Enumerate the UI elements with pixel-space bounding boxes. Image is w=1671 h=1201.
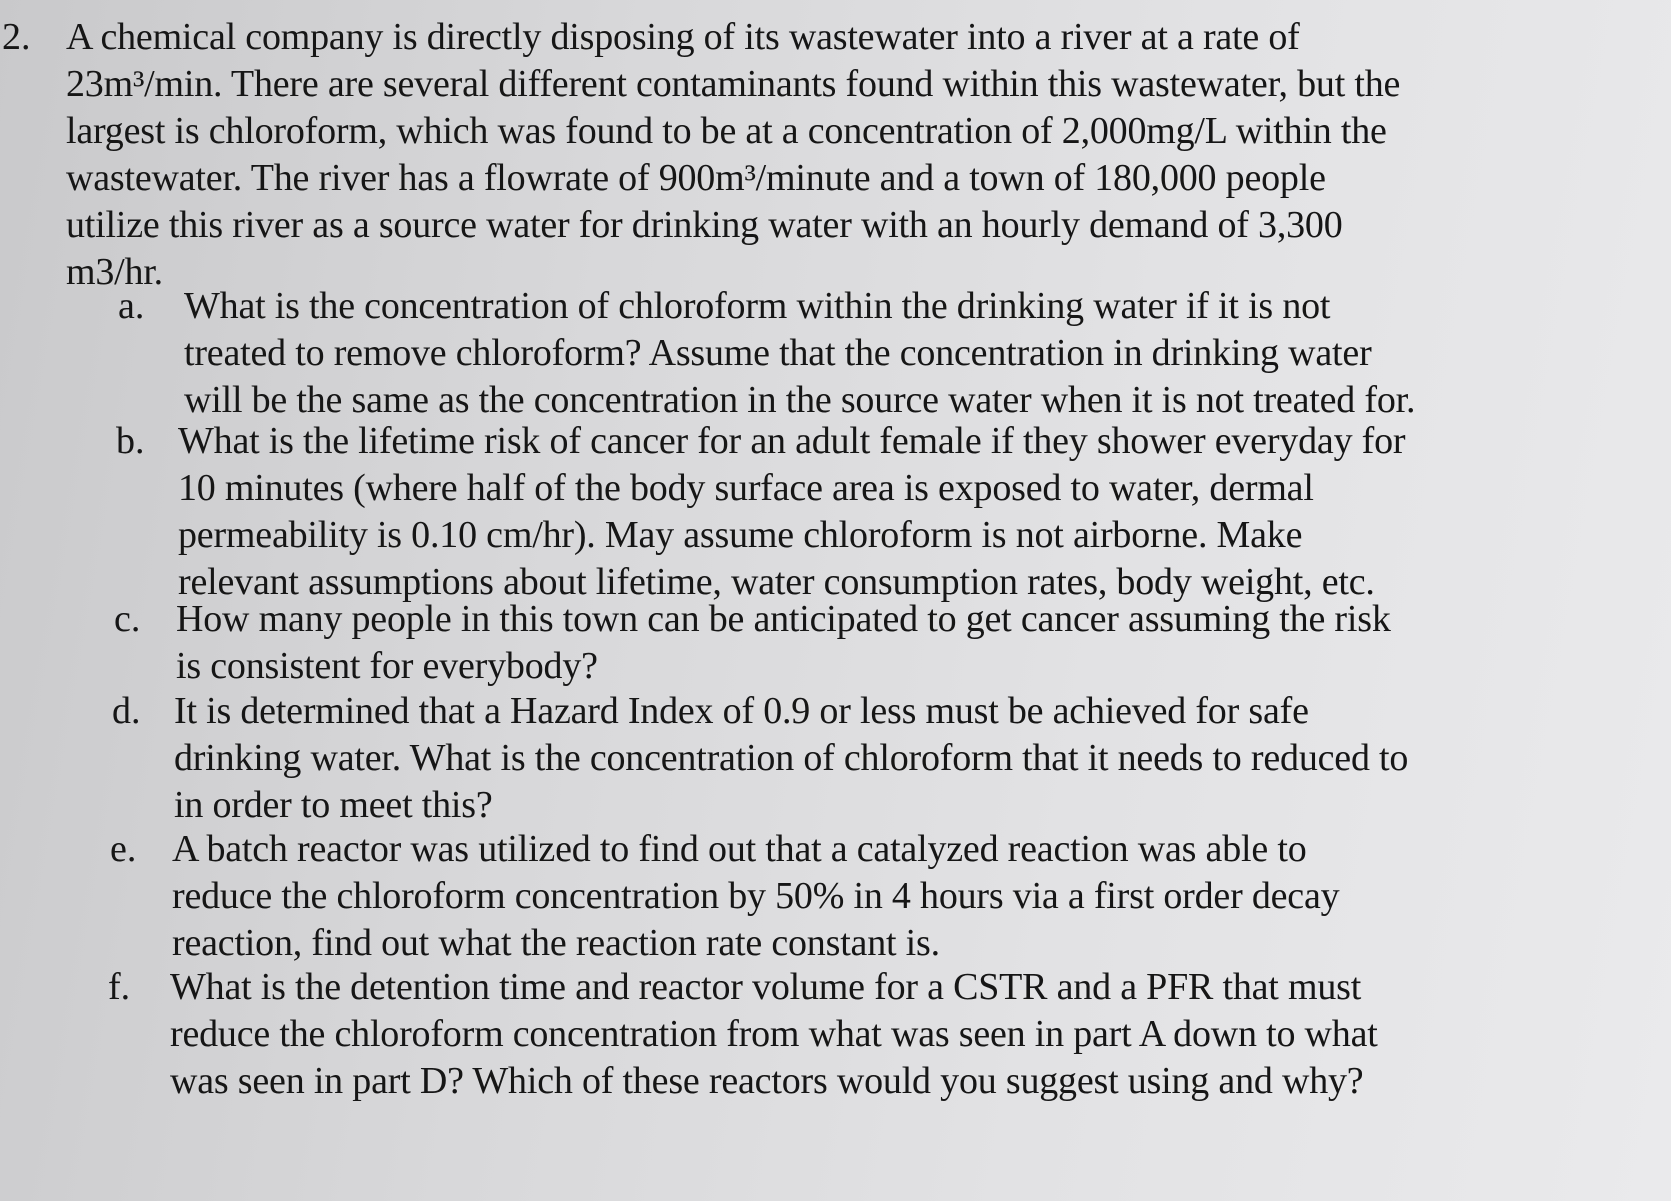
part-line: reduce the chloroform concentration by 50% in 4 hours via a first order decay xyxy=(172,875,1340,917)
stem-line: A chemical company is directly disposing of its wastewater into a river at a rate of xyxy=(66,16,1300,58)
part-line: treated to remove chloroform? Assume that the concentration in drinking water xyxy=(184,332,1372,374)
part-letter: b. xyxy=(116,420,145,462)
part-letter: e. xyxy=(110,828,137,870)
part-line: 10 minutes (where half of the body surface area is exposed to water, dermal xyxy=(178,467,1314,509)
stem-line: utilize this river as a source water for drinking water with an hourly demand of 3,300 xyxy=(66,204,1343,246)
part-line: What is the concentration of chloroform within the drinking water if it is not xyxy=(184,285,1331,327)
part-letter: a. xyxy=(118,285,145,327)
part-line: drinking water. What is the concentration of chloroform that it needs to reduced to xyxy=(174,737,1409,779)
part-line: A batch reactor was utilized to find out that a catalyzed reaction was able to xyxy=(172,828,1307,870)
stem-line: largest is chloroform, which was found to be at a concentration of 2,000mg/L within the xyxy=(66,110,1387,152)
part-line: reduce the chloroform concentration from what was seen in part A down to what xyxy=(170,1013,1378,1055)
part-letter: c. xyxy=(114,598,141,640)
part-line: was seen in part D? Which of these reactors would you suggest using and why? xyxy=(170,1060,1364,1102)
part-line: It is determined that a Hazard Index of 0.9 or less must be achieved for safe xyxy=(174,690,1309,732)
stem-line: 23m³/min. There are several different contaminants found within this wastewater, but the xyxy=(66,63,1401,105)
part-line: in order to meet this? xyxy=(174,784,493,826)
part-line: How many people in this town can be anticipated to get cancer assuming the risk xyxy=(176,598,1391,640)
stem-line: wastewater. The river has a flowrate of 900m³/minute and a town of 180,000 people xyxy=(66,157,1326,199)
part-letter: d. xyxy=(112,690,141,732)
part-line: relevant assumptions about lifetime, water consumption rates, body weight, etc. xyxy=(178,561,1375,603)
part-letter: f. xyxy=(108,966,131,1008)
part-line: is consistent for everybody? xyxy=(176,645,598,687)
part-line: permeability is 0.10 cm/hr). May assume chloroform is not airborne. Make xyxy=(178,514,1303,556)
question-stem xyxy=(66,14,1566,296)
part-line: What is the detention time and reactor volume for a CSTR and a PFR that must xyxy=(170,966,1362,1008)
part-line: What is the lifetime risk of cancer for an adult female if they shower everyday for xyxy=(178,420,1406,462)
stem-line: m3/hr. xyxy=(66,251,163,293)
question-number: 2. xyxy=(2,16,31,58)
part-line: will be the same as the concentration in the source water when it is not treated for. xyxy=(184,379,1416,421)
part-line: reaction, find out what the reaction rate constant is. xyxy=(172,922,940,964)
